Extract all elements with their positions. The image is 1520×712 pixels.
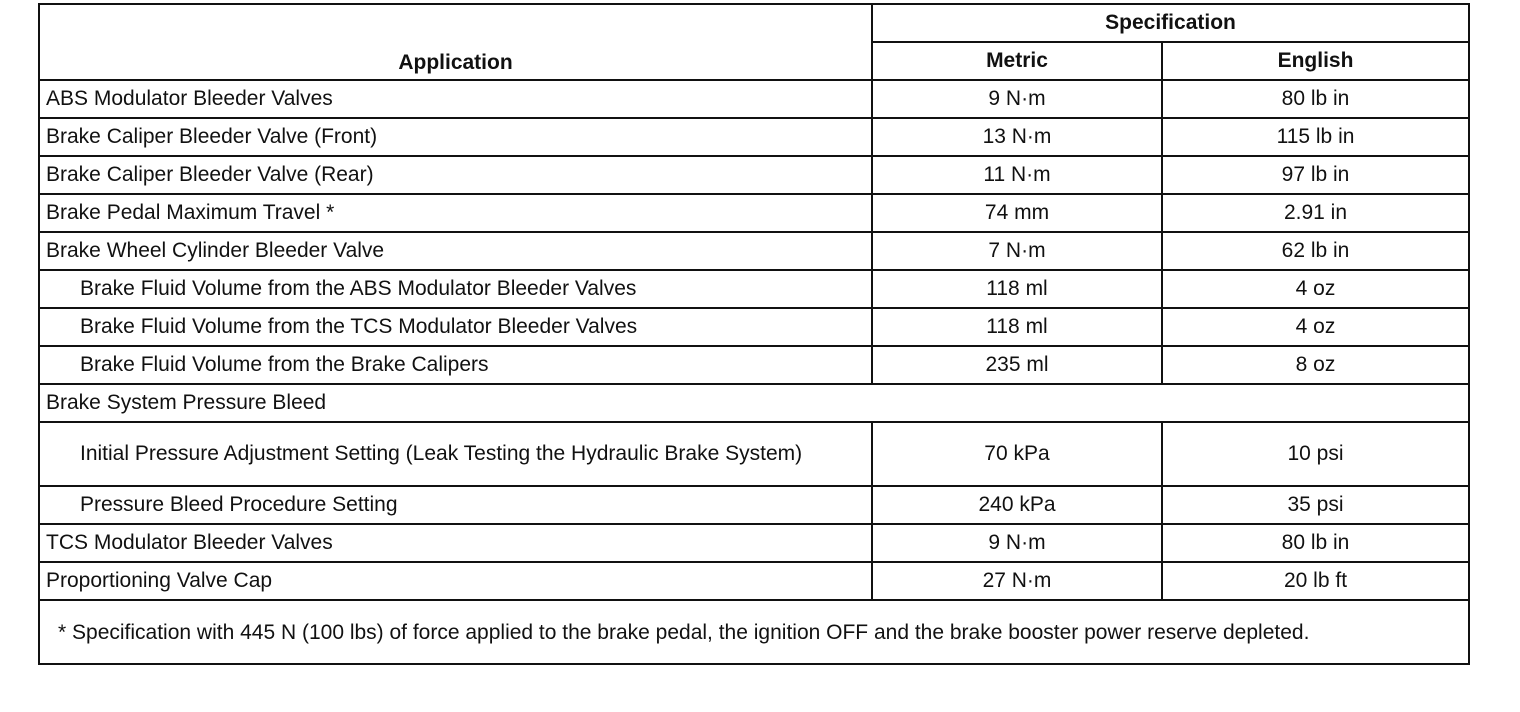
english-cell: 62 lb in: [1162, 232, 1469, 270]
metric-cell: 9 N·m: [872, 524, 1162, 562]
table-row: [39, 156, 1469, 194]
metric-cell: 9 N·m: [872, 80, 1162, 118]
application-cell: Brake Fluid Volume from the ABS Modulator Bleeder Valves: [39, 270, 872, 308]
table-row: [39, 80, 1469, 118]
header-english: English: [1162, 42, 1469, 80]
specification-table: [38, 3, 1470, 665]
table-section-row: [39, 384, 1469, 422]
section-heading-cell: Brake System Pressure Bleed: [39, 384, 1469, 422]
english-cell: 4 oz: [1162, 308, 1469, 346]
application-cell: Brake Fluid Volume from the TCS Modulator Bleeder Valves: [39, 308, 872, 346]
application-cell: Brake Pedal Maximum Travel *: [39, 194, 872, 232]
application-cell: TCS Modulator Bleeder Valves: [39, 524, 872, 562]
table-row: [39, 346, 1469, 384]
footnote-row: [39, 600, 1469, 664]
english-cell: 8 oz: [1162, 346, 1469, 384]
table-row: [39, 486, 1469, 524]
english-cell: 115 lb in: [1162, 118, 1469, 156]
header-metric: Metric: [872, 42, 1162, 80]
table-row: [39, 308, 1469, 346]
metric-cell: 27 N·m: [872, 562, 1162, 600]
table-header: [39, 4, 1469, 80]
table-row: [39, 118, 1469, 156]
metric-cell: 74 mm: [872, 194, 1162, 232]
header-row-group: [39, 4, 1469, 42]
table-row: [39, 562, 1469, 600]
table-row: [39, 422, 1469, 486]
application-cell: Brake Caliper Bleeder Valve (Front): [39, 118, 872, 156]
footnote: * Specification with 445 N (100 lbs) of force applied to the brake pedal, the ignition OFF and the brake booster power reserve depleted.: [39, 600, 1469, 664]
metric-cell: 11 N·m: [872, 156, 1162, 194]
english-cell: 80 lb in: [1162, 80, 1469, 118]
metric-cell: 118 ml: [872, 270, 1162, 308]
metric-cell: 70 kPa: [872, 422, 1162, 486]
english-cell: 35 psi: [1162, 486, 1469, 524]
english-cell: 80 lb in: [1162, 524, 1469, 562]
metric-cell: 235 ml: [872, 346, 1162, 384]
application-cell: Proportioning Valve Cap: [39, 562, 872, 600]
application-cell: ABS Modulator Bleeder Valves: [39, 80, 872, 118]
english-cell: 4 oz: [1162, 270, 1469, 308]
metric-cell: 13 N·m: [872, 118, 1162, 156]
english-cell: 20 lb ft: [1162, 562, 1469, 600]
table-row: [39, 194, 1469, 232]
english-cell: 10 psi: [1162, 422, 1469, 486]
metric-cell: 240 kPa: [872, 486, 1162, 524]
application-cell: Brake Caliper Bleeder Valve (Rear): [39, 156, 872, 194]
application-cell: Pressure Bleed Procedure Setting: [39, 486, 872, 524]
header-application: Application: [39, 4, 872, 80]
english-cell: 97 lb in: [1162, 156, 1469, 194]
english-cell: 2.91 in: [1162, 194, 1469, 232]
metric-cell: 118 ml: [872, 308, 1162, 346]
table-body: [39, 80, 1469, 664]
table-row: [39, 270, 1469, 308]
header-specification: Specification: [872, 4, 1469, 42]
application-cell: Brake Wheel Cylinder Bleeder Valve: [39, 232, 872, 270]
table-row: [39, 232, 1469, 270]
application-cell: Initial Pressure Adjustment Setting (Leak Testing the Hydraulic Brake System): [39, 422, 872, 486]
application-cell: Brake Fluid Volume from the Brake Calipers: [39, 346, 872, 384]
metric-cell: 7 N·m: [872, 232, 1162, 270]
table-row: [39, 524, 1469, 562]
